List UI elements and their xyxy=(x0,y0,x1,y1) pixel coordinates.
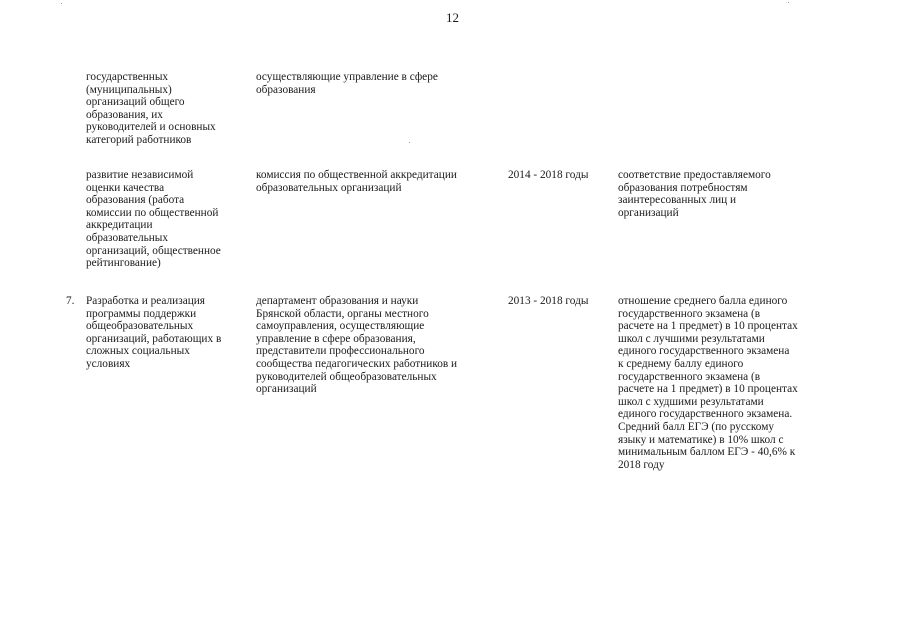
period-cell: 2014 - 2018 годы xyxy=(508,169,589,181)
period-cell: 2013 - 2018 годы xyxy=(508,295,589,307)
activity-cell: Разработка и реализация программы поддержки общеобразовательных организаций, работающих в сложных социальных условиях xyxy=(86,295,222,370)
page-number: 12 xyxy=(446,10,459,25)
activity-cell: государственных (муниципальных) организаций общего образования, их руководителей и основных категорий работников xyxy=(86,71,216,146)
scan-speck xyxy=(61,3,62,4)
row-number: 7. xyxy=(66,295,75,307)
scan-speck xyxy=(409,142,410,143)
result-cell: соответствие предоставляемого образования потребностям заинтересованных лиц и организаций xyxy=(618,169,771,219)
responsible-cell: комиссия по общественной аккредитации образовательных организаций xyxy=(256,169,457,194)
result-cell: отношение среднего балла единого государственного экзамена (в расчете на 1 предмет) в 10 процентах школ с лучшими результатами единого государственного экзамена к среднему баллу единого государственного экзамена (в расчете на 1 предмет) в 10 процентах школ с худшими результатами единого государственного экзамена. Средний балл ЕГЭ (по русскому языку и математике) в 10% школ с минимальным баллом ЕГЭ - 40,6% к 2018 году xyxy=(618,295,798,471)
responsible-cell: департамент образования и науки Брянской области, органы местного самоуправления, осуществляющие управление в сфере образования, представители профессионального сообщества педагогических работников и руководителей общеобразовательных организаций xyxy=(256,295,458,396)
responsible-cell: осуществляющие управление в сфере образования xyxy=(256,71,438,96)
scan-speck xyxy=(788,2,789,3)
activity-cell: развитие независимой оценки качества образования (работа комиссии по общественной аккредитации образовательных организаций, общественное рейтингование) xyxy=(86,169,221,270)
